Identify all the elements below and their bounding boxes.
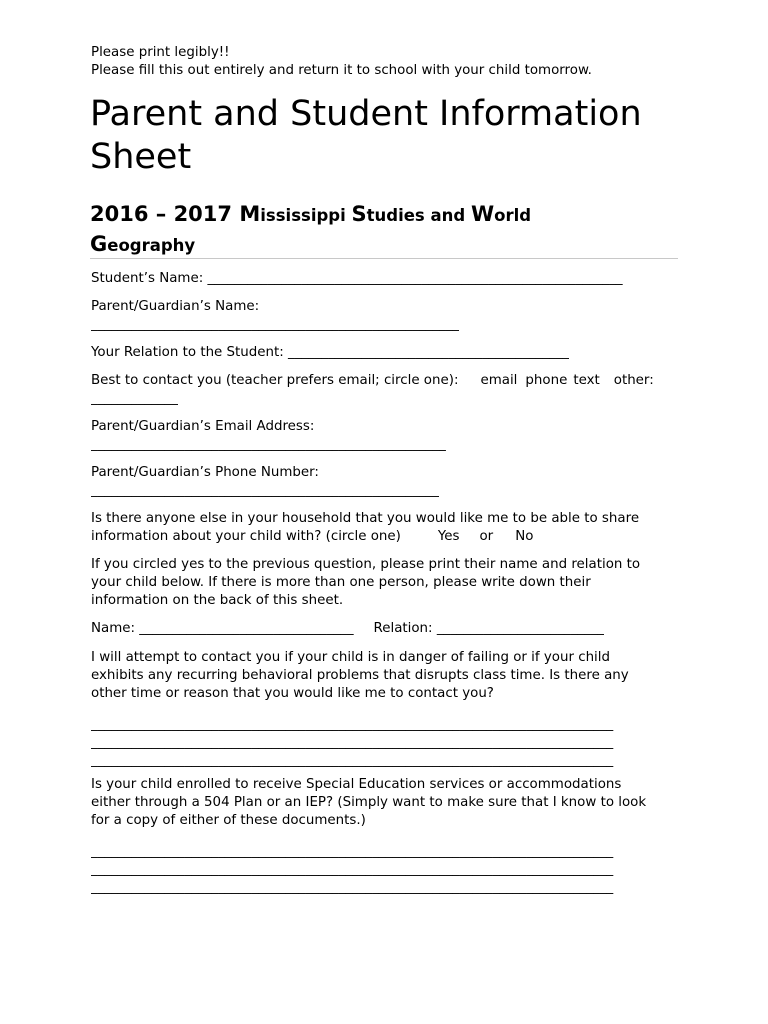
student-name-label: Student’s Name: [91, 271, 208, 286]
parent-name-field[interactable]: _______________________________________________________ [91, 317, 460, 332]
contact-option-text[interactable]: text [573, 373, 600, 388]
contact-other-field[interactable]: _____________ [91, 391, 179, 406]
contact-reason-line-3: other time or reason that you would like me to contact you? [91, 686, 494, 701]
phone-number-label: Parent/Guardian’s Phone Number: [91, 465, 319, 480]
special-ed-line-2: either through a 504 Plan or an IEP? (Simply want to make sure that I know to look [91, 795, 647, 810]
subtitle-rest-w: orld [494, 206, 532, 225]
print-legibly-note: Please print legibly!! [91, 45, 230, 60]
heading-divider [90, 258, 678, 259]
subtitle-cap-m: M [239, 202, 261, 226]
special-ed-answer-line-1[interactable]: ______________________________________________________________________________ [91, 844, 614, 859]
contact-preference-label: Best to contact you (teacher prefers email; circle one): [91, 373, 459, 388]
special-ed-line-3: for a copy of either of these documents.) [91, 813, 366, 828]
subtitle-year: 2016 – 2017 [90, 202, 240, 226]
subtitle-rest-m: ississippi [260, 206, 352, 225]
other-person-name-label: Name: [91, 621, 140, 636]
contact-option-other[interactable]: other: [613, 373, 654, 388]
household-option-no[interactable]: No [515, 529, 534, 544]
student-name-field[interactable]: ______________________________________________________________ [207, 271, 623, 286]
email-address-field[interactable]: _____________________________________________________ [91, 437, 446, 452]
contact-reason-answer-line-2[interactable]: ______________________________________________________________________________ [91, 735, 614, 750]
student-name-row [91, 270, 623, 288]
special-ed-answer-line-3[interactable]: ______________________________________________________________________________ [91, 880, 614, 895]
relation-label: Your Relation to the Student: [91, 345, 289, 360]
household-option-yes[interactable]: Yes [437, 529, 460, 544]
special-ed-line-1: Is your child enrolled to receive Special Education services or accommodations [91, 777, 622, 792]
circled-yes-line-3: information on the back of this sheet. [91, 593, 344, 608]
subtitle-cap-s: S [351, 202, 367, 226]
contact-reason-answer-line-3[interactable]: ______________________________________________________________________________ [91, 753, 614, 768]
course-subtitle [90, 200, 680, 260]
name-relation-row [91, 620, 604, 638]
relation-row [91, 344, 569, 362]
title-line-2: Sheet [90, 137, 192, 177]
other-person-relation-label: Relation: [373, 621, 437, 636]
subtitle-rest-s: tudies and [366, 206, 471, 225]
contact-reason-line-2: exhibits any recurring behavioral problems that disrupts class time. Is there any [91, 668, 629, 683]
return-instructions: Please fill this out entirely and return it to school with your child tomorrow. [91, 63, 592, 78]
circled-yes-line-2: your child below. If there is more than one person, please write down their [91, 575, 591, 590]
household-or: or [479, 529, 494, 544]
special-ed-answer-line-2[interactable]: ______________________________________________________________________________ [91, 862, 614, 877]
title-line-1: Parent and Student Information [90, 94, 642, 134]
page-title [90, 93, 642, 179]
subtitle-cap-w: W [470, 202, 495, 226]
email-address-label: Parent/Guardian’s Email Address: [91, 419, 315, 434]
parent-name-label: Parent/Guardian’s Name: [91, 299, 260, 314]
subtitle-cap-g: G [90, 232, 108, 256]
household-question-row [91, 528, 533, 546]
subtitle-rest-g: eography [107, 236, 196, 255]
contact-option-email[interactable]: email [480, 373, 518, 388]
household-question-line-1: Is there anyone else in your household that you would like me to be able to share [91, 511, 640, 526]
contact-option-phone[interactable]: phone [525, 373, 568, 388]
household-question-line-2: information about your child with? (circle one) [91, 529, 401, 544]
contact-preference-row [91, 372, 654, 390]
phone-number-field[interactable]: ____________________________________________________ [91, 483, 440, 498]
circled-yes-line-1: If you circled yes to the previous question, please print their name and relation to [91, 557, 641, 572]
relation-field[interactable]: __________________________________________ [288, 345, 570, 360]
contact-reason-answer-line-1[interactable]: ______________________________________________________________________________ [91, 717, 614, 732]
other-person-name-field[interactable]: ________________________________ [139, 621, 354, 636]
contact-reason-line-1: I will attempt to contact you if your child is in danger of failing or if your child [91, 650, 610, 665]
other-person-relation-field[interactable]: _________________________ [436, 621, 605, 636]
